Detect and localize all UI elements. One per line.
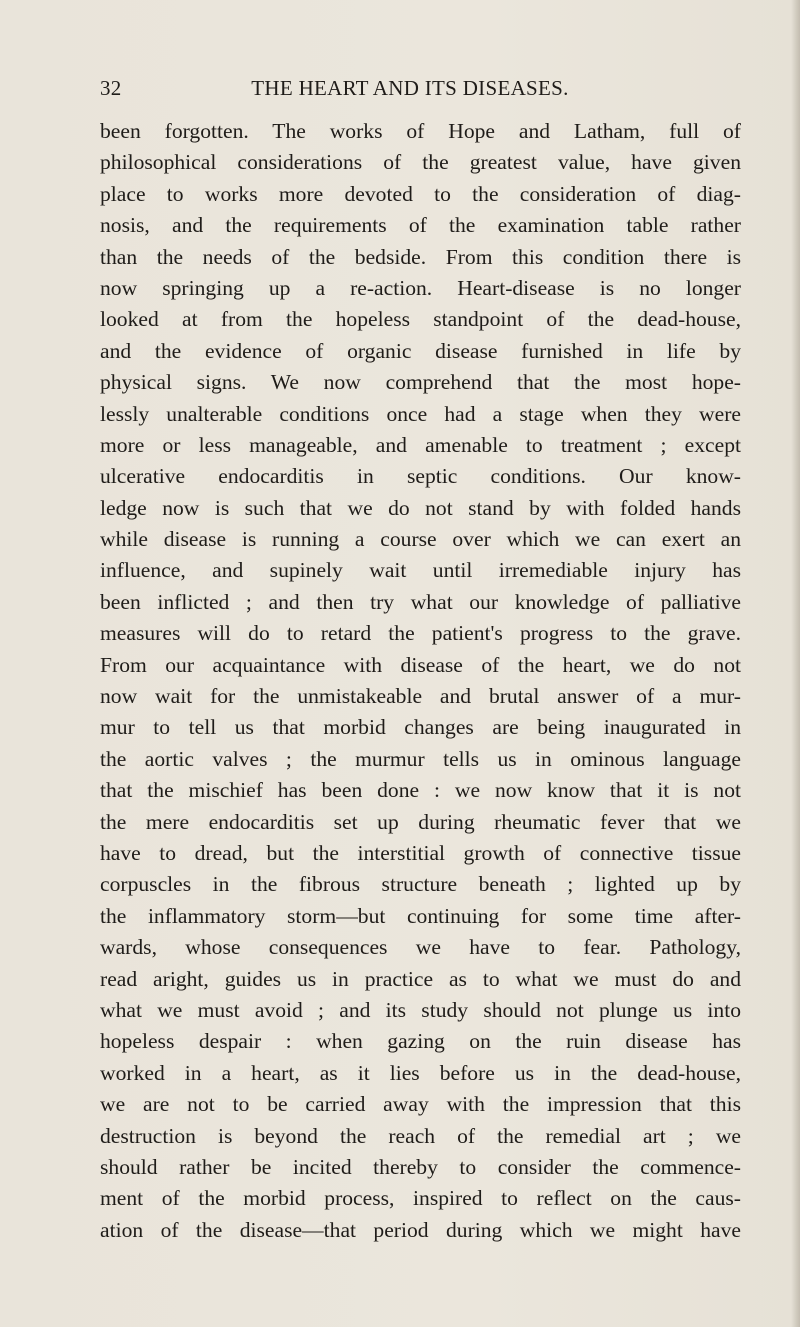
text-line: lessly unalterable conditions once had a stage when they were [100,401,741,426]
text-line: philosophical considerations of the greatest value, have given [100,150,741,175]
text-line: while disease is running a course over which we can exert an [100,527,741,552]
text-line: From our acquaintance with disease of the heart, we do not [100,652,741,677]
text-line: now springing up a re-action. Heart-disease is no longer [100,275,741,300]
text-line: wards, whose consequences we have to fear. Pathology, [100,935,741,960]
text-line: have to dread, but the interstitial growth of connective tissue [100,840,741,865]
text-line: the aortic valves ; the murmur tells us in ominous language [100,746,741,771]
running-head-title: THE HEART AND ITS DISEASES. [251,76,569,100]
text-line: read aright, guides us in practice as to what we must do and [100,966,741,991]
text-line: the mere endocarditis set up during rheumatic fever that we [100,809,741,834]
text-line: than the needs of the bedside. From this condition there is [100,244,741,269]
text-line: been inflicted ; and then try what our knowledge of palliative [100,589,741,614]
text-line: nosis, and the requirements of the examination table rather [100,213,741,238]
text-line: measures will do to retard the patient's progress to the grave. [100,621,741,646]
text-line: corpuscles in the fibrous structure beneath ; lighted up by [100,872,741,897]
text-line: now wait for the unmistakeable and brutal answer of a mur- [100,684,741,709]
text-line: ulcerative endocarditis in septic conditions. Our know- [100,464,741,489]
text-line: place to works more devoted to the consideration of diag- [100,181,741,206]
text-line: that the mischief has been done : we now know that it is not [100,778,741,803]
text-line: we are not to be carried away with the impression that this [100,1092,741,1117]
text-line: been forgotten. The works of Hope and Latham, full of [100,119,741,143]
text-line: physical signs. We now comprehend that the most hope- [100,370,741,395]
page-number: 32 [100,76,122,100]
text-line: ment of the morbid process, inspired to reflect on the caus- [100,1186,741,1211]
text-line: ation of the disease—that period during which we might have [100,1217,741,1242]
text-line: ledge now is such that we do not stand by with folded hands [100,495,741,520]
text-line: destruction is beyond the reach of the remedial art ; we [100,1123,741,1148]
text-line: more or less manageable, and amenable to treatment ; except [100,432,741,457]
text-line: worked in a heart, as it lies before us in the dead-house, [100,1060,741,1085]
text-line: should rather be incited thereby to consider the commence- [100,1154,741,1179]
page-edge-shadow [791,0,800,1327]
text-line: influence, and supinely wait until irremediable injury has [100,558,741,583]
text-line: the inflammatory storm—but continuing for some time after- [100,903,741,928]
text-line: hopeless despair : when gazing on the ruin disease has [100,1029,741,1054]
text-line: what we must avoid ; and its study should not plunge us into [100,997,741,1022]
body-text [100,116,741,1246]
text-line: and the evidence of organic disease furnished in life by [100,338,741,363]
running-head [100,76,740,102]
text-line: looked at from the hopeless standpoint of the dead-house, [100,307,741,332]
text-line: mur to tell us that morbid changes are being inaugurated in [100,715,741,740]
